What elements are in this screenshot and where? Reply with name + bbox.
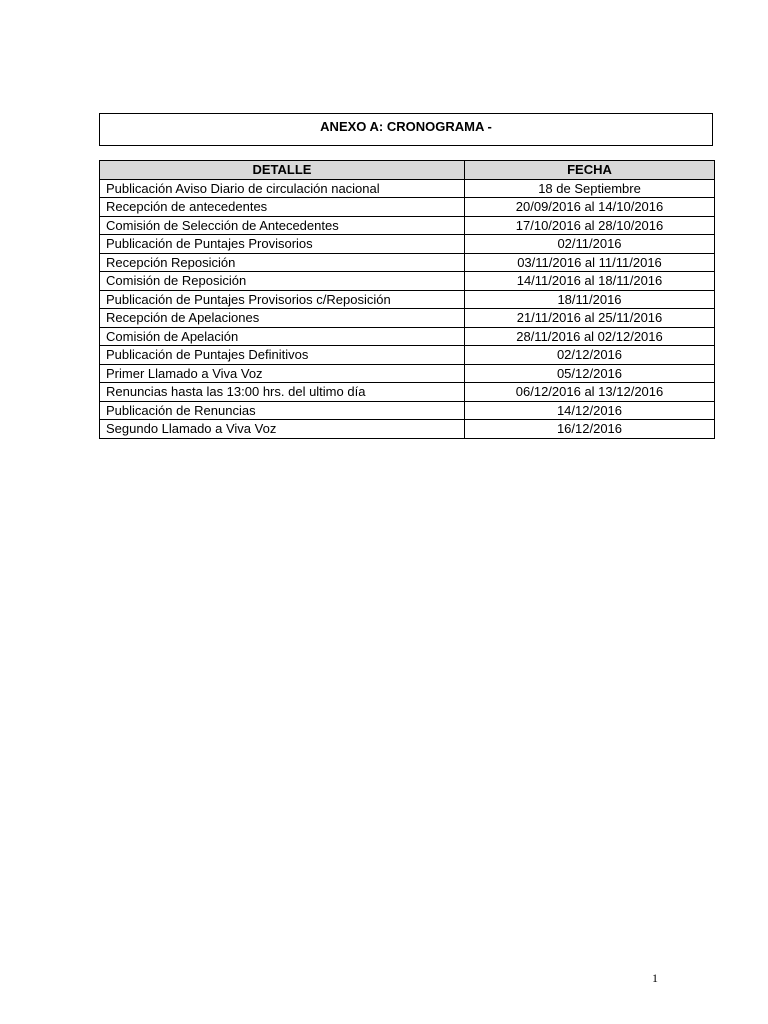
row-detail-cell: Segundo Llamado a Viva Voz <box>100 420 465 439</box>
table-header-row <box>100 161 715 180</box>
row-detail-cell: Comisión de Selección de Antecedentes <box>100 216 465 235</box>
table-row <box>100 346 715 365</box>
row-date-cell: 21/11/2016 al 25/11/2016 <box>465 309 715 328</box>
row-detail-cell: Publicación de Puntajes Provisorios c/Reposición <box>100 290 465 309</box>
column-header-date: FECHA <box>465 161 715 180</box>
row-date-cell: 05/12/2016 <box>465 364 715 383</box>
table-row <box>100 235 715 254</box>
table-row <box>100 198 715 217</box>
table-body <box>100 179 715 438</box>
table-row <box>100 272 715 291</box>
table-row <box>100 216 715 235</box>
title-box <box>99 113 713 146</box>
row-detail-cell: Primer Llamado a Viva Voz <box>100 364 465 383</box>
page-number: 1 <box>652 971 658 985</box>
row-date-cell: 17/10/2016 al 28/10/2016 <box>465 216 715 235</box>
row-date-cell: 28/11/2016 al 02/12/2016 <box>465 327 715 346</box>
table-row <box>100 383 715 402</box>
table-row <box>100 253 715 272</box>
row-detail-cell: Comisión de Reposición <box>100 272 465 291</box>
row-date-cell: 20/09/2016 al 14/10/2016 <box>465 198 715 217</box>
row-detail-cell: Publicación de Puntajes Provisorios <box>100 235 465 254</box>
row-date-cell: 14/12/2016 <box>465 401 715 420</box>
table-row <box>100 364 715 383</box>
row-date-cell: 18 de Septiembre <box>465 179 715 198</box>
row-detail-cell: Comisión de Apelación <box>100 327 465 346</box>
document-title: ANEXO A: CRONOGRAMA - <box>320 119 492 134</box>
column-header-detail: DETALLE <box>100 161 465 180</box>
table-row <box>100 420 715 439</box>
row-date-cell: 06/12/2016 al 13/12/2016 <box>465 383 715 402</box>
table-row <box>100 309 715 328</box>
row-detail-cell: Publicación Aviso Diario de circulación nacional <box>100 179 465 198</box>
row-date-cell: 02/12/2016 <box>465 346 715 365</box>
row-detail-cell: Recepción de antecedentes <box>100 198 465 217</box>
row-date-cell: 18/11/2016 <box>465 290 715 309</box>
row-date-cell: 03/11/2016 al 11/11/2016 <box>465 253 715 272</box>
row-detail-cell: Publicación de Puntajes Definitivos <box>100 346 465 365</box>
row-date-cell: 02/11/2016 <box>465 235 715 254</box>
row-detail-cell: Publicación de Renuncias <box>100 401 465 420</box>
row-detail-cell: Recepción Reposición <box>100 253 465 272</box>
row-date-cell: 14/11/2016 al 18/11/2016 <box>465 272 715 291</box>
table-row <box>100 327 715 346</box>
row-date-cell: 16/12/2016 <box>465 420 715 439</box>
row-detail-cell: Renuncias hasta las 13:00 hrs. del ultimo día <box>100 383 465 402</box>
table-row <box>100 401 715 420</box>
table-row <box>100 179 715 198</box>
row-detail-cell: Recepción de Apelaciones <box>100 309 465 328</box>
schedule-table <box>99 160 715 439</box>
table-row <box>100 290 715 309</box>
